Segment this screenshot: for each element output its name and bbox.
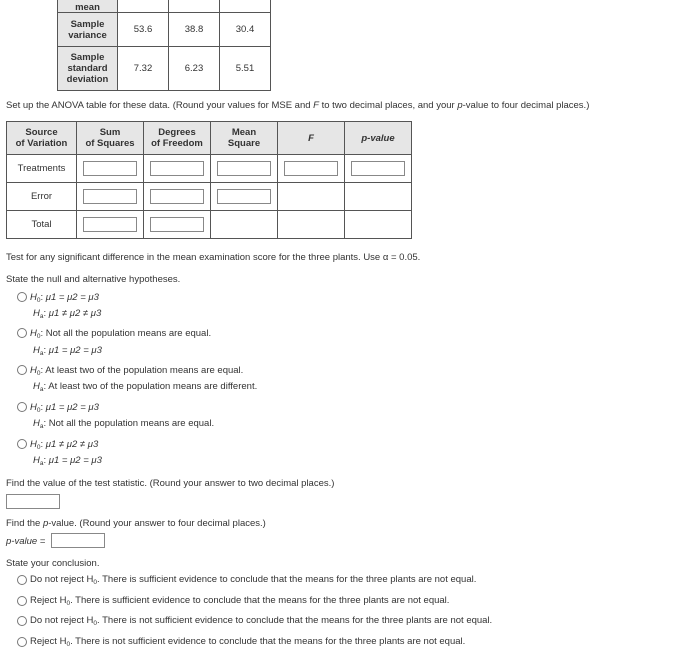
conclusion-4-text: Reject $H_0$. There is not sufficient evidence to conclude that the means for the three plants are not equal.	[30, 636, 466, 648]
hypothesis-5-ha: $H_a$: μ1 = μ2 = μ3	[33, 455, 102, 467]
stat-cell: 5.51	[220, 47, 271, 91]
pvalue-label: p-value =	[6, 536, 46, 547]
stat-cell: 6.23	[169, 47, 220, 91]
hypothesis-radio-3[interactable]	[17, 365, 27, 375]
error-sum-squares-input[interactable]	[83, 189, 137, 204]
total-df-input[interactable]	[150, 217, 204, 232]
treatments-mean-square-input[interactable]	[217, 161, 271, 176]
anova-table	[6, 121, 412, 239]
row-header-sample-std-dev: Sample standard deviation	[58, 47, 118, 91]
table-row	[7, 211, 412, 239]
header-p-value: p-value	[345, 122, 412, 155]
row-label-total: Total	[7, 211, 77, 239]
header-f: F	[278, 122, 345, 155]
treatments-df-input[interactable]	[150, 161, 204, 176]
pvalue-prompt: Find the p-value. (Round your answer to four decimal places.)	[6, 518, 266, 529]
p-value-input[interactable]	[51, 533, 105, 548]
anova-instruction: Set up the ANOVA table for these data. (Round your values for MSE and F to two decimal places, and your p-value to four decimal places.)	[6, 100, 590, 111]
hypothesis-2-ha: $H_a$: μ1 = μ2 = μ3	[33, 345, 102, 357]
table-row	[7, 183, 412, 211]
stat-cell: 38.8	[169, 13, 220, 47]
hypothesis-4-h0: $H_0$: μ1 = μ2 = μ3	[30, 402, 99, 414]
f-input[interactable]	[284, 161, 338, 176]
conclusion-radio-4[interactable]	[17, 637, 27, 647]
hypothesis-2-h0: $H_0$: Not all the population means are equal.	[30, 328, 212, 340]
hypothesis-3-ha: $H_a$: At least two of the population means are different.	[33, 381, 258, 393]
row-label-error: Error	[7, 183, 77, 211]
row-header-sample-variance: Sample variance	[58, 13, 118, 47]
treatments-sum-squares-input[interactable]	[83, 161, 137, 176]
conclusion-radio-2[interactable]	[17, 596, 27, 606]
conclusion-radio-3[interactable]	[17, 616, 27, 626]
hypothesis-radio-1[interactable]	[17, 292, 27, 302]
conclusion-radio-1[interactable]	[17, 575, 27, 585]
header-sum-squares: Sum of Squares	[77, 122, 144, 155]
row-label-treatments: Treatments	[7, 155, 77, 183]
test-stat-prompt: Find the value of the test statistic. (Round your answer to two decimal places.)	[6, 478, 335, 489]
hypothesis-radio-2[interactable]	[17, 328, 27, 338]
conclusion-2-text: Reject $H_0$. There is sufficient evidence to conclude that the means for the three plants are not equal.	[30, 595, 450, 607]
stat-cell: 30.4	[220, 13, 271, 47]
p-value-table-input[interactable]	[351, 161, 405, 176]
stat-cell: 53.6	[118, 13, 169, 47]
stat-cell: 7.32	[118, 47, 169, 91]
test-prompt: Test for any significant difference in the mean examination score for the three plants. Use α = 0.05.	[6, 252, 421, 263]
hypothesis-3-h0: $H_0$: At least two of the population means are equal.	[30, 365, 244, 377]
hypothesis-1-h0: $H_0$: μ1 = μ2 = μ3	[30, 292, 99, 304]
table-row	[7, 155, 412, 183]
conclusion-1-text: Do not reject $H_0$. There is sufficient evidence to conclude that the means for the three plants are not equal.	[30, 574, 477, 586]
conclusion-prompt: State your conclusion.	[6, 558, 100, 569]
sample-stats-table	[57, 0, 271, 91]
table-row	[58, 47, 271, 91]
anova-header-row	[7, 122, 412, 155]
conclusion-3-text: Do not reject $H_0$. There is not sufficient evidence to conclude that the means for the three plants are not equal.	[30, 615, 493, 627]
header-mean-square: Mean Square	[211, 122, 278, 155]
hypothesis-5-h0: $H_0$: μ1 ≠ μ2 ≠ μ3	[30, 439, 99, 451]
total-sum-squares-input[interactable]	[83, 217, 137, 232]
stats-top-label: mean	[58, 0, 118, 13]
hypothesis-4-ha: $H_a$: Not all the population means are equal.	[33, 418, 215, 430]
hypothesis-1-ha: $H_a$: μ1 ≠ μ2 ≠ μ3	[33, 308, 102, 320]
header-degrees-freedom: Degrees of Freedom	[144, 122, 211, 155]
error-mean-square-input[interactable]	[217, 189, 271, 204]
hypotheses-prompt: State the null and alternative hypotheses.	[6, 274, 181, 285]
test-statistic-input[interactable]	[6, 494, 60, 509]
hypothesis-radio-4[interactable]	[17, 402, 27, 412]
header-source: Source of Variation	[7, 122, 77, 155]
table-row	[58, 13, 271, 47]
error-df-input[interactable]	[150, 189, 204, 204]
hypothesis-radio-5[interactable]	[17, 439, 27, 449]
